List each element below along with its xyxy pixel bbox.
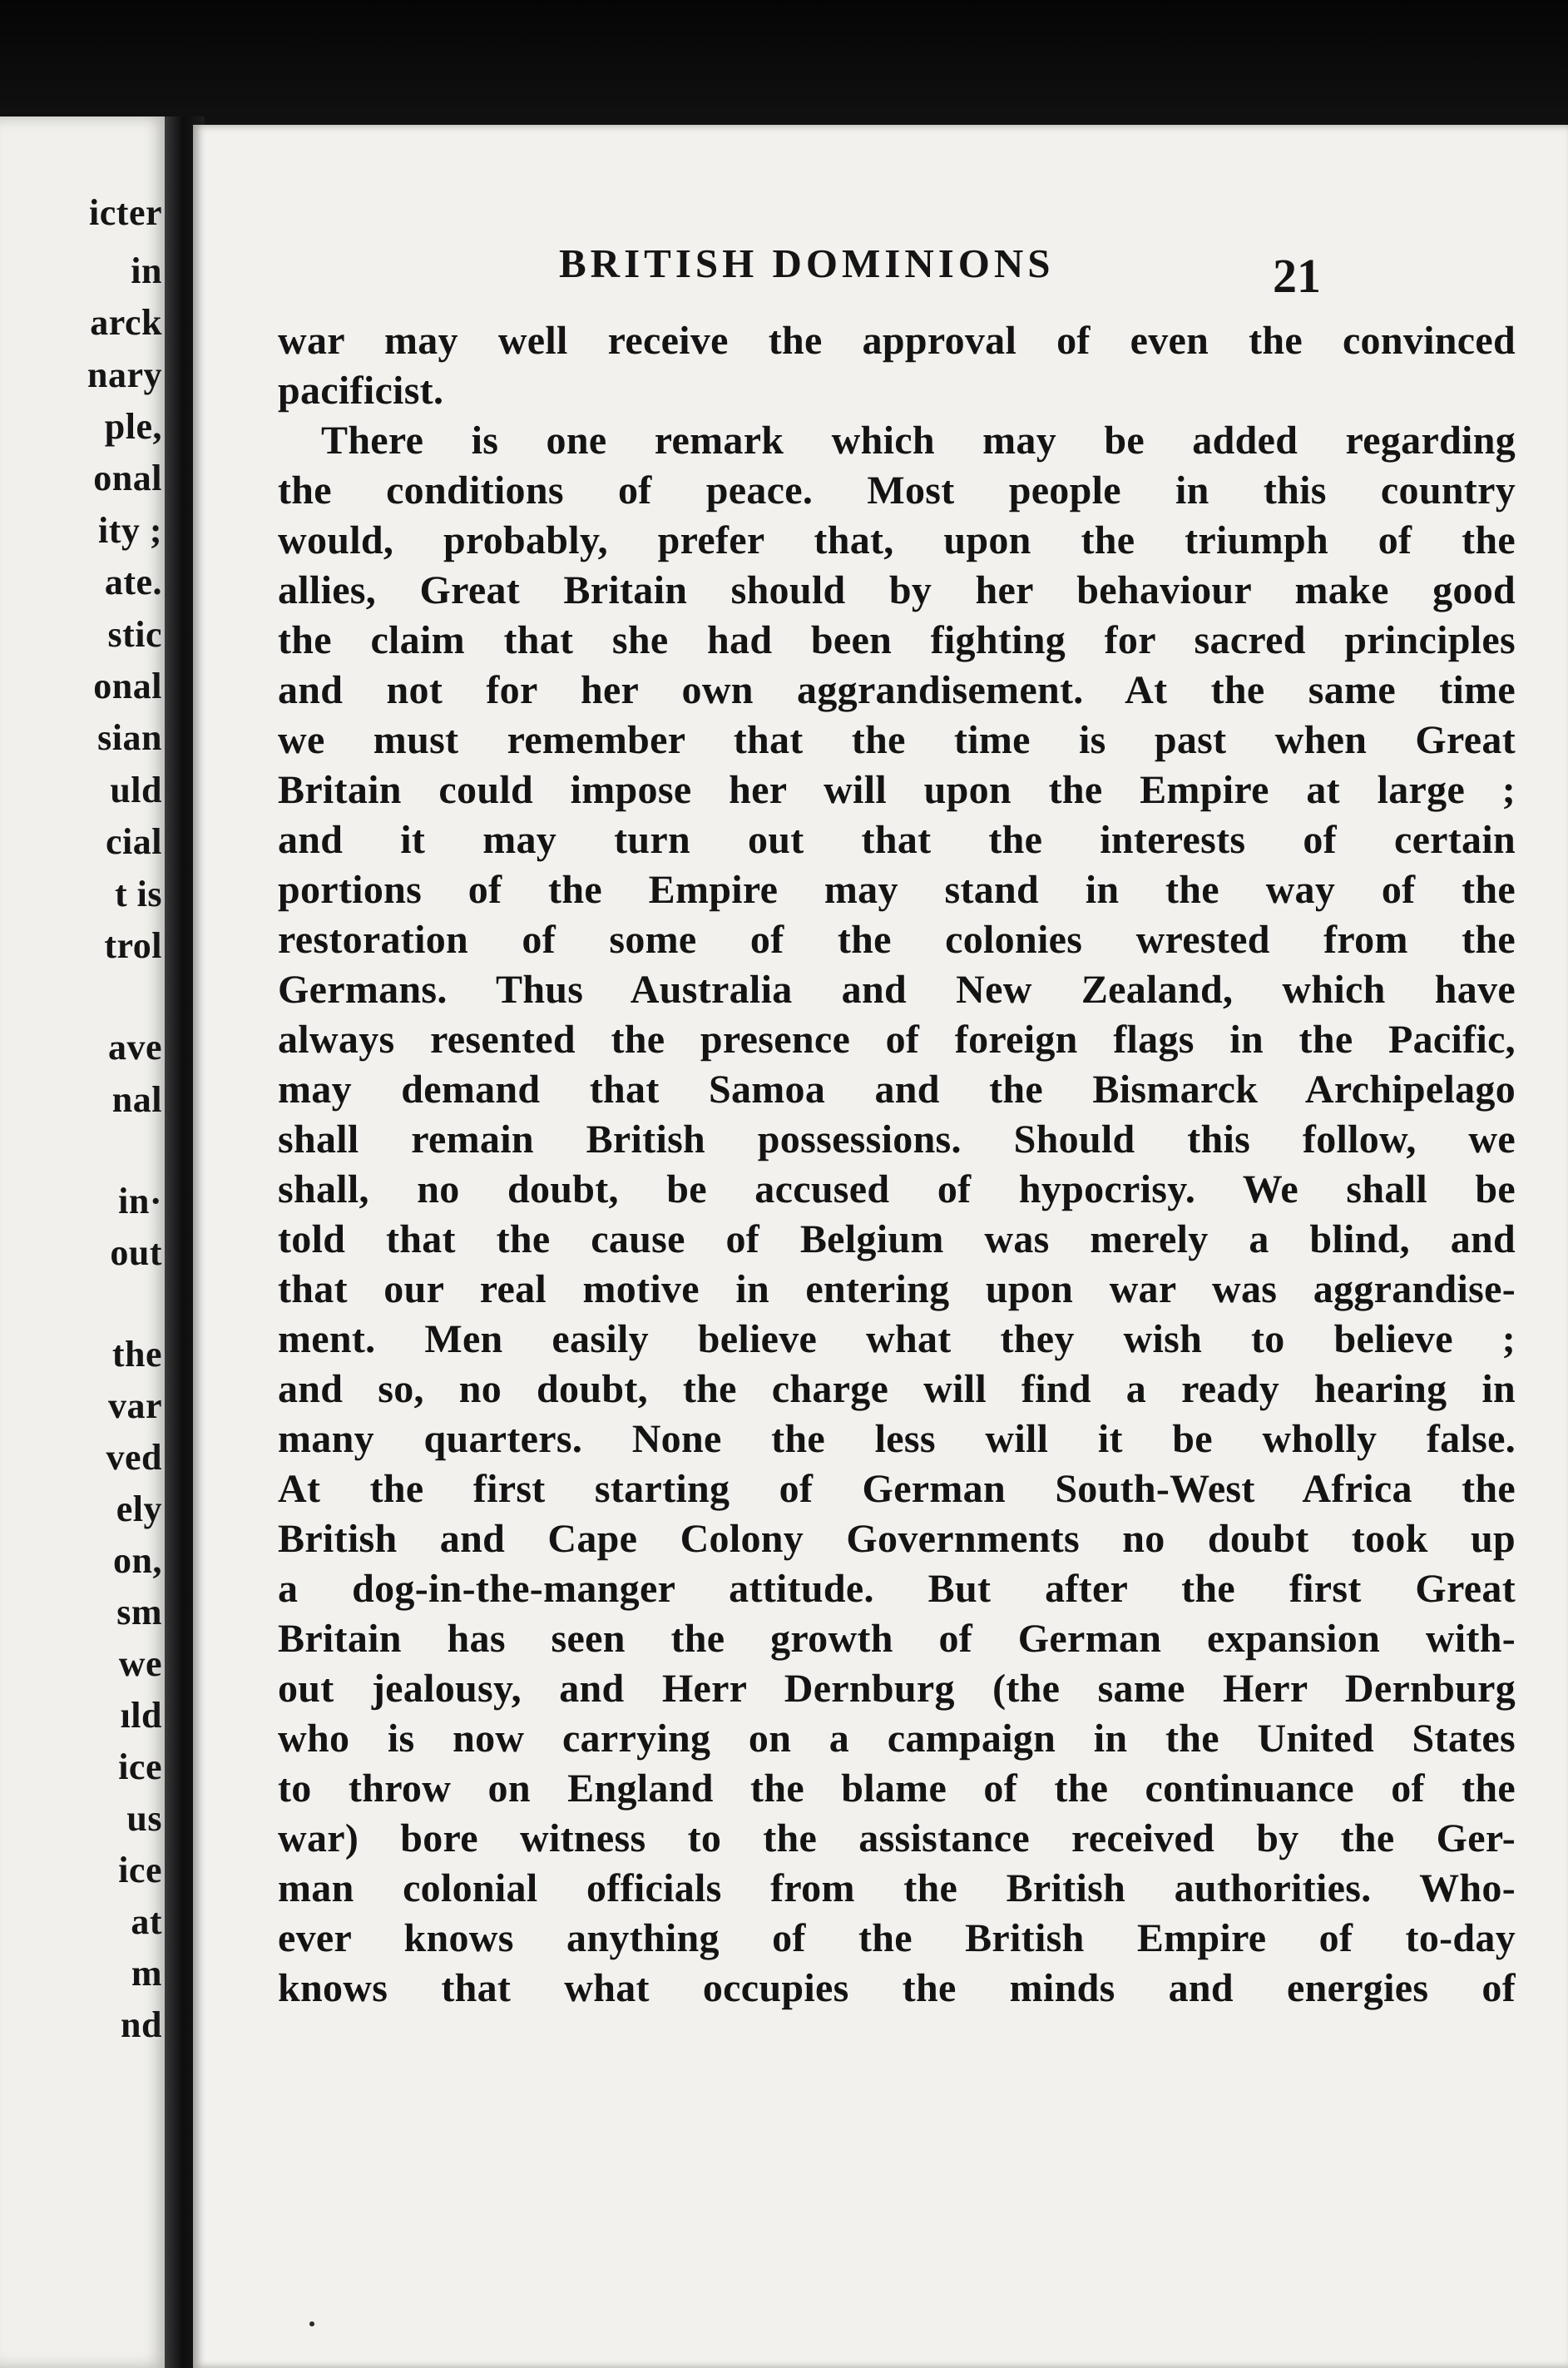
text-line: shall remain British possessions. Should this follow, we bbox=[278, 1117, 1516, 1162]
left-page-fragment: out bbox=[110, 1232, 162, 1273]
page-number: 21 bbox=[1273, 249, 1321, 303]
left-page-fragment: sm bbox=[116, 1592, 162, 1632]
left-page-fragment: icter bbox=[89, 192, 162, 233]
text-line: may demand that Samoa and the Bismarck Archipelago bbox=[278, 1068, 1516, 1112]
text-line: allies, Great Britain should by her behaviour make good bbox=[278, 568, 1516, 612]
left-page-fragment: var bbox=[107, 1385, 162, 1426]
text-line: ever knows anything of the British Empire of to-day bbox=[278, 1916, 1516, 1960]
text-line: There is one remark which may be added regarding bbox=[321, 419, 1516, 463]
text-line: and so, no doubt, the charge will find a ready hearing in bbox=[278, 1367, 1516, 1411]
left-page-fragment: we bbox=[118, 1643, 162, 1684]
text-line: Britain could impose her will upon the Empire at large ; bbox=[278, 768, 1516, 812]
previous-page-edge bbox=[0, 116, 171, 2368]
ink-speck bbox=[309, 2321, 314, 2326]
left-page-fragment: ate. bbox=[104, 562, 162, 602]
left-page-fragment: cial bbox=[106, 821, 162, 862]
left-page-fragment: ple, bbox=[104, 406, 162, 447]
text-line: a dog-in-the-manger attitude. But after the first Great bbox=[278, 1567, 1516, 1611]
text-line: war) bore witness to the assistance received by the Ger- bbox=[278, 1816, 1516, 1860]
film-top-edge bbox=[0, 0, 1568, 125]
text-line: who is now carrying on a campaign in the United States bbox=[278, 1717, 1516, 1761]
text-line: that our real motive in entering upon war was aggrandise- bbox=[278, 1267, 1516, 1311]
text-line: Britain has seen the growth of German expansion with- bbox=[278, 1617, 1516, 1661]
left-page-fragment: t is bbox=[115, 874, 162, 914]
left-page-fragment: nd bbox=[121, 2004, 162, 2045]
left-page-fragment: m bbox=[131, 1953, 162, 1994]
text-line: would, probably, prefer that, upon the triumph of the bbox=[278, 518, 1516, 562]
left-page-fragment: nal bbox=[111, 1079, 162, 1120]
text-line: portions of the Empire may stand in the way of the bbox=[278, 868, 1516, 912]
left-page-fragment: ice bbox=[118, 1850, 162, 1890]
text-line: At the first starting of German South-West Africa the bbox=[278, 1467, 1516, 1511]
text-line: British and Cape Colony Governments no doubt took up bbox=[278, 1517, 1516, 1561]
text-line: restoration of some of the colonies wrested from the bbox=[278, 918, 1516, 962]
left-page-fragment: onal bbox=[93, 666, 162, 706]
left-page-fragment: on, bbox=[113, 1540, 162, 1581]
text-line: and not for her own aggrandisement. At the same time bbox=[278, 668, 1516, 712]
text-line: the claim that she had been fighting for sacred principles bbox=[278, 618, 1516, 662]
text-line: the conditions of peace. Most people in this country bbox=[278, 468, 1516, 513]
book-page bbox=[193, 125, 1568, 2368]
left-page-fragment: ved bbox=[106, 1437, 162, 1478]
left-page-fragment: us bbox=[126, 1798, 162, 1839]
text-line: knows that what occupies the minds and energies of bbox=[278, 1966, 1516, 2010]
left-page-fragment: the bbox=[111, 1334, 162, 1375]
text-line: to throw on England the blame of the continuance of the bbox=[278, 1766, 1516, 1811]
text-line: ment. Men easily believe what they wish to believe ; bbox=[278, 1317, 1516, 1361]
text-line: told that the cause of Belgium was merely a blind, and bbox=[278, 1217, 1516, 1261]
left-page-fragment: uld bbox=[110, 770, 162, 810]
text-line: out jealousy, and Herr Dernburg (the same Herr Dernburg bbox=[278, 1667, 1516, 1711]
text-line: many quarters. None the less will it be wholly false. bbox=[278, 1417, 1516, 1461]
left-page-fragment: nary bbox=[87, 354, 162, 395]
text-line: shall, no doubt, be accused of hypocrisy. We shall be bbox=[278, 1167, 1516, 1211]
left-page-fragment: at bbox=[131, 1901, 162, 1942]
left-page-fragment: ity ; bbox=[97, 510, 162, 551]
left-page-fragment: in bbox=[131, 250, 162, 291]
left-page-fragment: ave bbox=[107, 1027, 162, 1068]
left-page-fragment: in· bbox=[118, 1181, 162, 1221]
text-line: always resented the presence of foreign flags in the Pacific, bbox=[278, 1018, 1516, 1062]
text-line: Germans. Thus Australia and New Zealand, which have bbox=[278, 968, 1516, 1012]
left-page-fragment: ıld bbox=[120, 1695, 162, 1736]
text-line: war may well receive the approval of even the convinced bbox=[278, 319, 1516, 363]
body-text bbox=[278, 316, 1516, 2014]
text-line: and it may turn out that the interests of certain bbox=[278, 818, 1516, 862]
left-page-fragment: onal bbox=[93, 458, 162, 498]
running-head: BRITISH DOMINIONS bbox=[559, 240, 1055, 286]
text-line: man colonial officials from the British authorities. Who- bbox=[278, 1866, 1516, 1910]
left-page-fragment: arck bbox=[90, 302, 162, 343]
left-page-fragment: ely bbox=[116, 1489, 162, 1529]
text-line: pacificist. bbox=[278, 369, 444, 413]
left-page-fragment: trol bbox=[104, 925, 162, 966]
left-page-fragment: stic bbox=[107, 614, 162, 655]
left-page-fragment: sian bbox=[97, 717, 162, 758]
text-line: we must remember that the time is past when Great bbox=[278, 718, 1516, 762]
left-page-fragment: ice bbox=[118, 1746, 162, 1787]
